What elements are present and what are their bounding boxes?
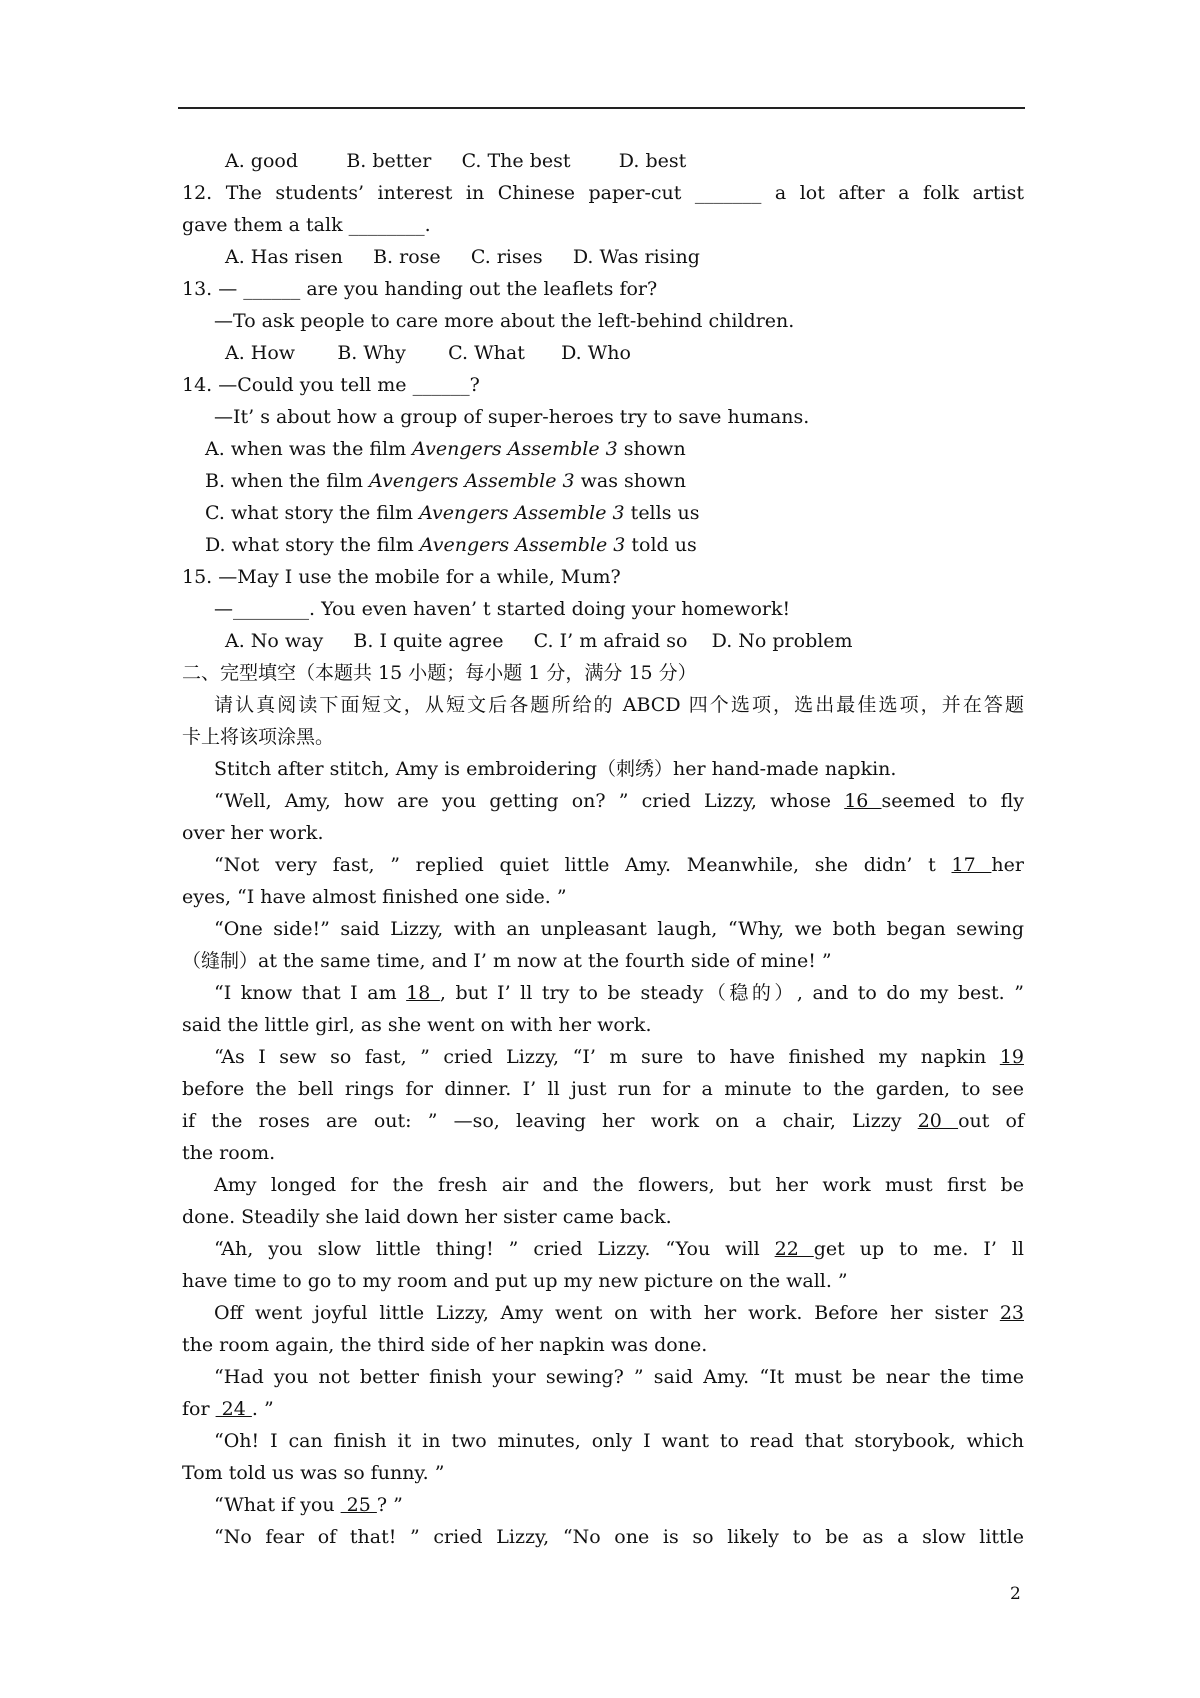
q12-stem-cont: gave them a talk ________. [182,214,431,236]
q14-stem: 14. —Could you tell me ______? [182,374,480,396]
q13-reply: —To ask people to care more about the left-behind children. [214,310,795,332]
page-number: 2 [1010,1584,1021,1604]
passage-line: over her work. [182,822,324,844]
q15-options: A. No way B. I quite agree C. I’ m afraid so D. No problem [225,630,853,652]
passage-line: have time to go to my room and put up my new picture on the wall. ” [182,1270,848,1292]
passage-line: “I know that I am 18 , but I’ ll try to be steady（稳的）, and to do my best. ” [214,982,1024,1004]
passage-line: the room again, the third side of her napkin was done. [182,1334,708,1356]
passage-line: before the bell rings for dinner. I’ ll just run for a minute to the garden, to see [182,1078,1024,1100]
passage-line: “Not very fast, ” replied quiet little Amy. Meanwhile, she didn’ t 17 her [214,854,1024,876]
blank-20: 20 [917,1110,959,1132]
passage-line: “Had you not better finish your sewing? ” said Amy. “It must be near the time [214,1366,1024,1388]
passage-line: “What if you 25 ? ” [214,1494,403,1516]
header-rule [178,107,1025,109]
q15-stem: 15. —May I use the mobile for a while, Mum? [182,566,621,588]
section-heading: 二、完型填空（本题共 15 小题；每小题 1 分，满分 15 分） [182,662,697,684]
q14-option-a: A. when was the film Avengers Assemble 3 shown [205,438,686,460]
blank-22: 22 [774,1238,814,1260]
passage-line: said the little girl, as she went on with her work. [182,1014,652,1036]
q14-reply: —It’ s about how a group of super-heroes try to save humans. [214,406,810,428]
q12-options: A. Has risen B. rose C. rises D. Was rising [225,246,700,268]
q14-option-c: C. what story the film Avengers Assemble 3 tells us [205,502,700,524]
passage-line: （缝制）at the same time, and I’ m now at the fourth side of mine! ” [182,950,832,972]
blank-18: 18 [406,982,440,1004]
passage-line: “As I sew so fast, ” cried Lizzy, “I’ m sure to have finished my napkin 19 [214,1046,1024,1068]
blank-17: 17 [951,854,992,876]
passage-line: “Oh! I can finish it in two minutes, only I want to read that storybook, which [214,1430,1024,1452]
passage-line: “Ah, you slow little thing! ” cried Lizzy. “You will 22 get up to me. I’ ll [214,1238,1025,1260]
q11-options: A. good B. better C. The best D. best [225,150,687,172]
q15-reply: —________. You even haven’ t started doing your homework! [214,598,791,620]
q13-stem: 13. — ______ are you handing out the leaflets for? [182,278,658,300]
q14-option-b: B. when the film Avengers Assemble 3 was shown [205,470,686,492]
blank-16: 16 [844,790,882,812]
q12-stem: 12. The students’ interest in Chinese paper-cut _______ a lot after a folk artist [182,182,1024,204]
passage-line: the room. [182,1142,276,1164]
passage-line: Tom told us was so funny. ” [182,1462,445,1484]
blank-25: 25 [340,1494,377,1516]
blank-24: 24 [215,1398,252,1420]
passage-line: done. Steadily she laid down her sister came back. [182,1206,672,1228]
passage-line: Off went joyful little Lizzy, Amy went on with her work. Before her sister 23 [214,1302,1024,1324]
passage-line: “No fear of that! ” cried Lizzy, “No one is so likely to be as a slow little [214,1526,1024,1548]
blank-23: 23 [999,1302,1024,1324]
passage-line: for 24 . ” [182,1398,274,1420]
section-instructions: 请认真阅读下面短文，从短文后各题所给的 ABCD 四个选项，选出最佳选项，并在答题 [214,694,1024,716]
passage-line: “One side!” said Lizzy, with an unpleasant laugh, “Why, we both began sewing [214,918,1024,940]
passage-line: eyes, “I have almost finished one side. ” [182,886,567,908]
passage-line: Stitch after stitch, Amy is embroidering（刺绣）her hand-made napkin. [214,758,897,780]
q13-options: A. How B. Why C. What D. Who [225,342,631,364]
q14-option-d: D. what story the film Avengers Assemble 3 told us [205,534,697,556]
section-instructions-cont: 卡上将该项涂黑。 [182,726,335,748]
passage-line: “Well, Amy, how are you getting on? ” cried Lizzy, whose 16 seemed to fly [214,790,1025,812]
passage-line: Amy longed for the fresh air and the flowers, but her work must first be [214,1174,1024,1196]
blank-19: 19 [999,1046,1024,1068]
passage-line: if the roses are out: ” —so, leaving her work on a chair, Lizzy 20 out of [182,1110,1025,1132]
